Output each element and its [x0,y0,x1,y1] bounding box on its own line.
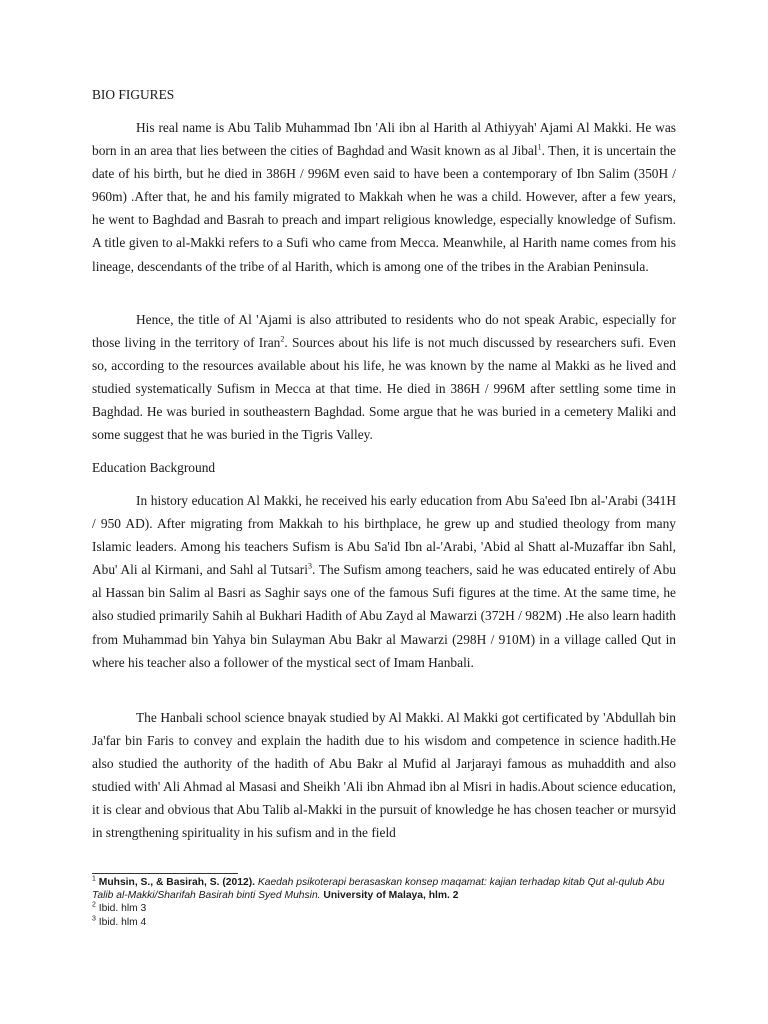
paragraph-4 [92,706,676,845]
paragraph-1-text-a: His real name is Abu Talib Muhammad Ibn 'Ali ibn al Harith al Athiyyah' Ajami Al Makki. He was born in an area that lies between the cities of Baghdad and Wasit known as al Jibal [92,120,676,159]
footnote-ref-1[interactable]: 1 [537,142,542,152]
footnote-1 [92,876,676,902]
footnote-number: 3 [92,915,96,923]
footnote-text: Ibid. hlm 3 [98,903,147,915]
footnote-text: Ibid. hlm 4 [98,916,147,928]
paragraph-3-text-a: In history education Al Makki, he received his early education from Abu Sa'eed Ibn al-'Arabi (341H / 950 AD). After migrating from Makkah to his birthplace, he grew up and studied theology from many Islamic leaders. Among his teachers Sufism is Abu Sa'id Ibn al-'Arabi, 'Abid al Shatt al-Muzaffar ibn Sahl, Abu' Ali al Kirmani, and Sahl al Tutsari [92,493,676,578]
footnote-author: Muhsin, S., & Basirah, S. (2012). [98,877,258,888]
paragraph-1-text-b: . Then, it is uncertain the date of his birth, but he died in 386H / 996M even said to have been a contemporary of Ibn Salim (350H / 960m) .After that, he and his family migrated to Makkah when he was a child. However, after a few years, he went to Baghdad and Basrah to preach and impart religious knowledge, especially knowledge of Sufism. A title given to al-Makki refers to a Sufi who came from Mecca. Meanwhile, al Harith name comes from his lineage, descendants of the tribe of al Harith, which is among one of the tribes in the Arabian Peninsula. [92,143,676,274]
paragraph-4-text: The Hanbali school science bnayak studied by Al Makki. Al Makki got certificated by 'Abdullah bin Ja'far bin Faris to convey and explain the hadith due to his wisdom and competence in science hadith.He also studied the authority of the hadith of Abu Bakr al Mufid al Jarjarayi famous as muhaddith and also studied with' Ali Ahmad al Masasi and Sheikh 'Ali ibn Ahmad ibn al Misri in hadis.About science education, it is clear and obvious that Abu Talib al-Makki in the pursuit of knowledge he has chosen teacher or mursyid in strengthening spirituality in his sufism and in the field [92,710,676,841]
footnote-number: 2 [92,901,96,909]
paragraph-3 [92,489,676,674]
footnote-2 [92,902,676,915]
footnotes [92,876,676,929]
footnote-ref-2[interactable]: 2 [280,334,285,344]
paragraph-2 [92,308,676,447]
footnote-title: Kaedah psikoterapi berasaskan konsep maqamat: kajian terhadap kitab Qut al-qulub Abu Talib al-Makki/Sharifah Basirah binti Syed Muhsin. [92,877,665,902]
footnote-ref-3[interactable]: 3 [307,561,312,571]
subsection-heading: Education Background [92,460,216,475]
section-heading: BIO FIGURES [92,87,175,102]
footnote-separator [92,873,238,874]
paragraph-2-text-b: . Sources about his life is not much discussed by researchers sufi. Even so, according to the resources available about his life, he was known by the name al Makki as he lived and studied systematically Sufism in Mecca at that time. He died in 386H / 996M after settling some time in Baghdad. He was buried in southeastern Baghdad. Some argue that he was buried in a cemetery Maliki and some suggest that he was buried in the Tigris Valley. [92,335,676,443]
footnote-3 [92,916,676,929]
footnote-publisher: University of Malaya, hlm. 2 [320,890,459,902]
paragraph-1 [92,116,676,278]
footnote-number: 1 [92,875,96,883]
paragraph-3-text-b: . The Sufism among teachers, said he was educated entirely of Abu al Hassan bin Salim al Basri as Saghir says one of the famous Sufi figures at the time. At the same time, he also studied primarily Sahih al Bukhari Hadith of Abu Zayd al Mawarzi (372H / 982M) .He also learn hadith from Muhammad bin Yahya bin Sulayman Abu Bakr al Mawarzi (298H / 910M) in a village called Qut in where his teacher also a follower of the mystical sect of Imam Hanbali. [92,562,676,670]
paragraph-2-text-a: Hence, the title of Al 'Ajami is also attributed to residents who do not speak Arabic, especially for those living in the territory of Iran [92,312,676,351]
